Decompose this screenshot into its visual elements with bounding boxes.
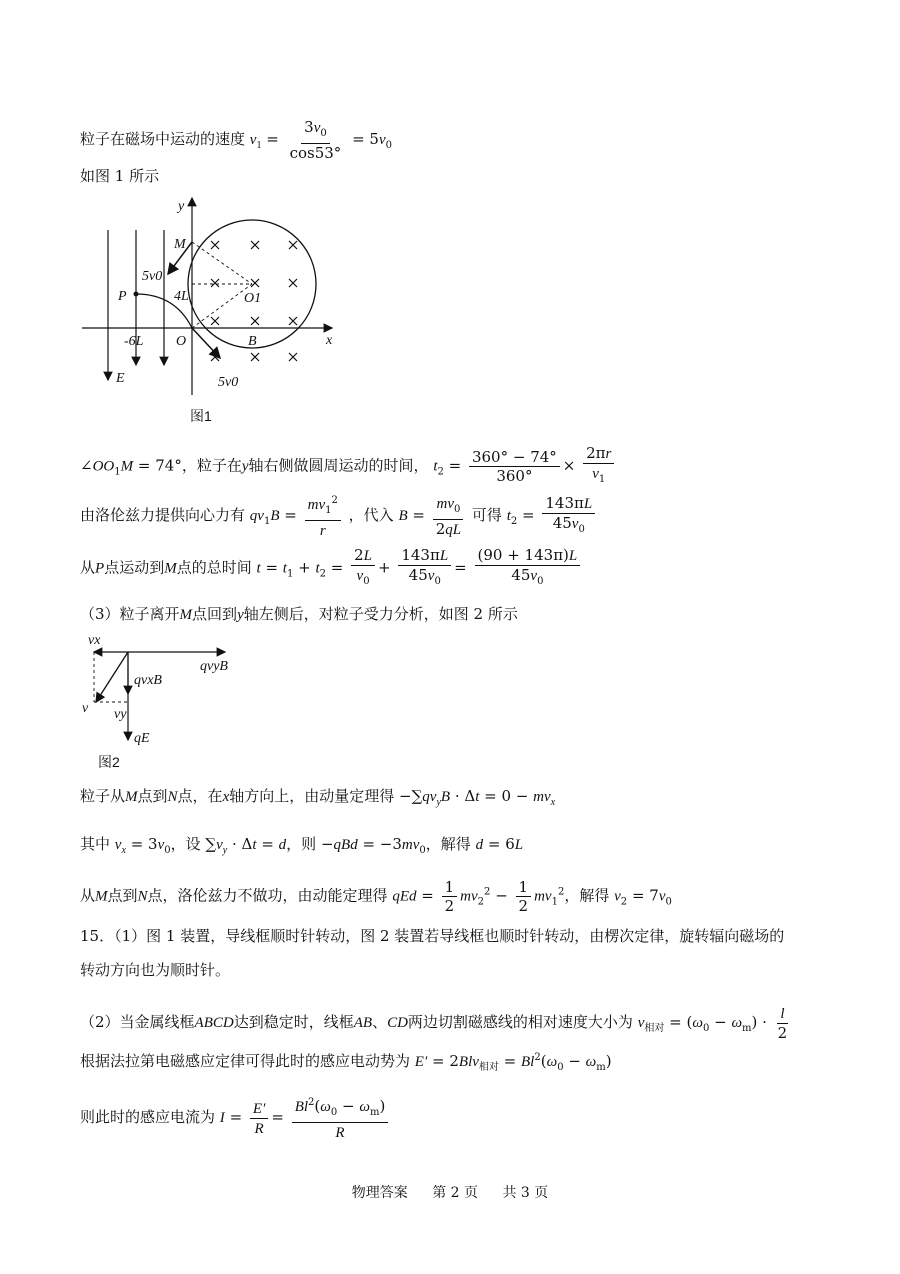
text: 转动方向也为顺时针。 (80, 961, 231, 979)
text: 从 (80, 558, 96, 577)
text: ，粒子在 (181, 456, 242, 475)
fig1-label: B (248, 334, 257, 349)
text: 如图 1 所示 (80, 167, 160, 185)
text: ，代入 (348, 506, 394, 524)
line-current: 则此时的感应电流为 I = $\frac{E'}{R}$ = $\frac{Bl^2(\omega_0 - \omega_m)}{R}$ (80, 1094, 391, 1142)
line-total-time: 从P点运动到M点的总时间 $t = t_1 + t_2$ = $\frac{2L}{v_0}$ + $\frac{143\pi L}{45v_0}$ = $\frac{(90 + 143\pi)L}{45v_0}$ (80, 546, 583, 591)
text: 则此时的感应电流为 (80, 1108, 216, 1126)
line-lorentz: 由洛伦兹力提供向心力有 $qv_1B$ = $\frac{mv_1^2}{r}$ ，代入 B = $\frac{mv_0}{2qL}$ 可得 $t_2$ = $\frac{143\pi L}{45v_0}$ (80, 492, 598, 540)
text: 轴右侧做圆周运动的时间， (248, 456, 429, 475)
text: （2）当金属线框 (80, 1013, 195, 1031)
fig1-label: O (176, 334, 187, 349)
text: 粒子在磁场中运动的速度 (80, 130, 246, 148)
figure-1 (80, 190, 350, 430)
footer-total-pages: 共 3 页 (502, 1185, 549, 1201)
line-q15-2: （2）当金属线框ABCD达到稳定时，线框AB、CD两边切割磁感线的相对速度大小为 $v_{相对} = (\omega_0 - \omega_m)$ · $\frac{l}{2}$ (80, 1006, 788, 1042)
fig1-label: M (174, 237, 186, 252)
page-footer (0, 1182, 900, 1202)
fig1-caption (190, 406, 212, 426)
line-velocity: 粒子在磁场中运动的速度 $v_1$ = $\frac{3v_0}{\cos 53^\circ}$ = $5v_0$ (80, 118, 392, 162)
fig1-label: 4L (174, 289, 189, 304)
footer-subject: 物理答案 (351, 1185, 408, 1201)
fig2-label: vy (114, 707, 127, 722)
text: 图1 (190, 408, 212, 424)
figure-2 (80, 628, 260, 748)
line-energy: 从M点到N点，洛伦兹力不做功，由动能定理得 qEd = $\frac{1}{2}$ $mv_2^2$ − $\frac{1}{2}$ $mv_1^2$，解得 $v_2 = 7v_0$ (80, 878, 672, 915)
text: 图2 (98, 754, 120, 770)
line-q15-1 (80, 926, 784, 946)
text: ，设 (170, 835, 201, 853)
line-part3: （3）粒子离开M点回到y轴左侧后，对粒子受力分析，如图 2 所示 (80, 605, 518, 623)
fig1-label: E (116, 371, 125, 386)
fig2-label: qvyB (200, 659, 228, 674)
footer-page-number: 第 2 页 (432, 1185, 478, 1201)
fig1-label: P (118, 289, 127, 304)
fraction: $\frac{3v_0}{\cos 53^\circ}$ (289, 118, 342, 162)
fig1-label: x (326, 333, 333, 348)
fig1-label: -6L (124, 334, 144, 349)
fig2-label: v (82, 701, 89, 716)
fig2-label: qE (134, 731, 150, 746)
fig2-label: qvxB (134, 673, 162, 688)
text: 其中 (80, 835, 111, 853)
line-emf: 根据法拉第电磁感应定律可得此时的感应电动势为 $E' = 2Blv_{相对} = Bl^2(\omega_0 - \omega_m)$ (80, 1052, 612, 1073)
text: 点，洛伦兹力不做功，由动能定理得 (147, 886, 388, 905)
text: ，解得 (425, 835, 471, 853)
text: 点，在 (177, 787, 223, 805)
fig1-label: O1 (244, 291, 262, 306)
fig1-label: 5v0 (218, 375, 239, 390)
fig2-label: vx (88, 633, 101, 648)
text: 根据法拉第电磁感应定律可得此时的感应电动势为 (80, 1052, 411, 1070)
text: 两边切割磁感线的相对速度大小为 (407, 1013, 633, 1031)
fig1-label: 5v0 (142, 269, 163, 284)
text: 达到稳定时，线框 (233, 1013, 354, 1031)
text: 点的总时间 (176, 558, 252, 577)
text: ，解得 (564, 886, 610, 905)
line-solve-d: 其中 $v_x = 3v_0$，设 $\sum v_y \cdot \Delta t = d$，则 $-qBd = -3mv_0$，解得 d = 6L (80, 835, 524, 856)
text: （3）粒子离开 (80, 605, 180, 623)
text: 可得 (471, 506, 502, 524)
text: 点运动到 (104, 558, 165, 577)
text: 从 (80, 886, 96, 905)
text: 点到 (137, 787, 168, 805)
text: 点回到 (192, 605, 238, 623)
line-angle-time: $\angle OO_1M = 74^\circ$，粒子在y轴右侧做圆周运动的时间， $t_2$ = $\frac{360^\circ - 74^\circ}{360^\circ}$ × $\frac{2\pi r}{v_1}$ (80, 444, 617, 489)
line-momentum: 粒子从M点到N点，在x轴方向上，由动量定理得 $-\sum qv_yB \cdot \Delta t = 0 - mv_x$ (80, 787, 556, 808)
text: 点到 (107, 886, 138, 905)
line-q15-1b (80, 960, 230, 980)
text: 轴左侧后，对粒子受力分析，如图 2 所示 (243, 605, 518, 623)
text: 轴方向上，由动量定理得 (229, 787, 395, 805)
text: ，则 (286, 835, 317, 853)
text: 15．（1）图 1 装置，导线框顺时针转动，图 2 装置若导线框也顺时针转动，由楞次定律，旋转辐向磁场的 (80, 927, 785, 945)
fig1-label: y (178, 199, 185, 214)
text: 由洛伦兹力提供向心力有 (80, 506, 246, 524)
fig2-caption (98, 752, 120, 772)
line-fig1-intro (80, 166, 159, 186)
text: 粒子从 (80, 787, 126, 805)
